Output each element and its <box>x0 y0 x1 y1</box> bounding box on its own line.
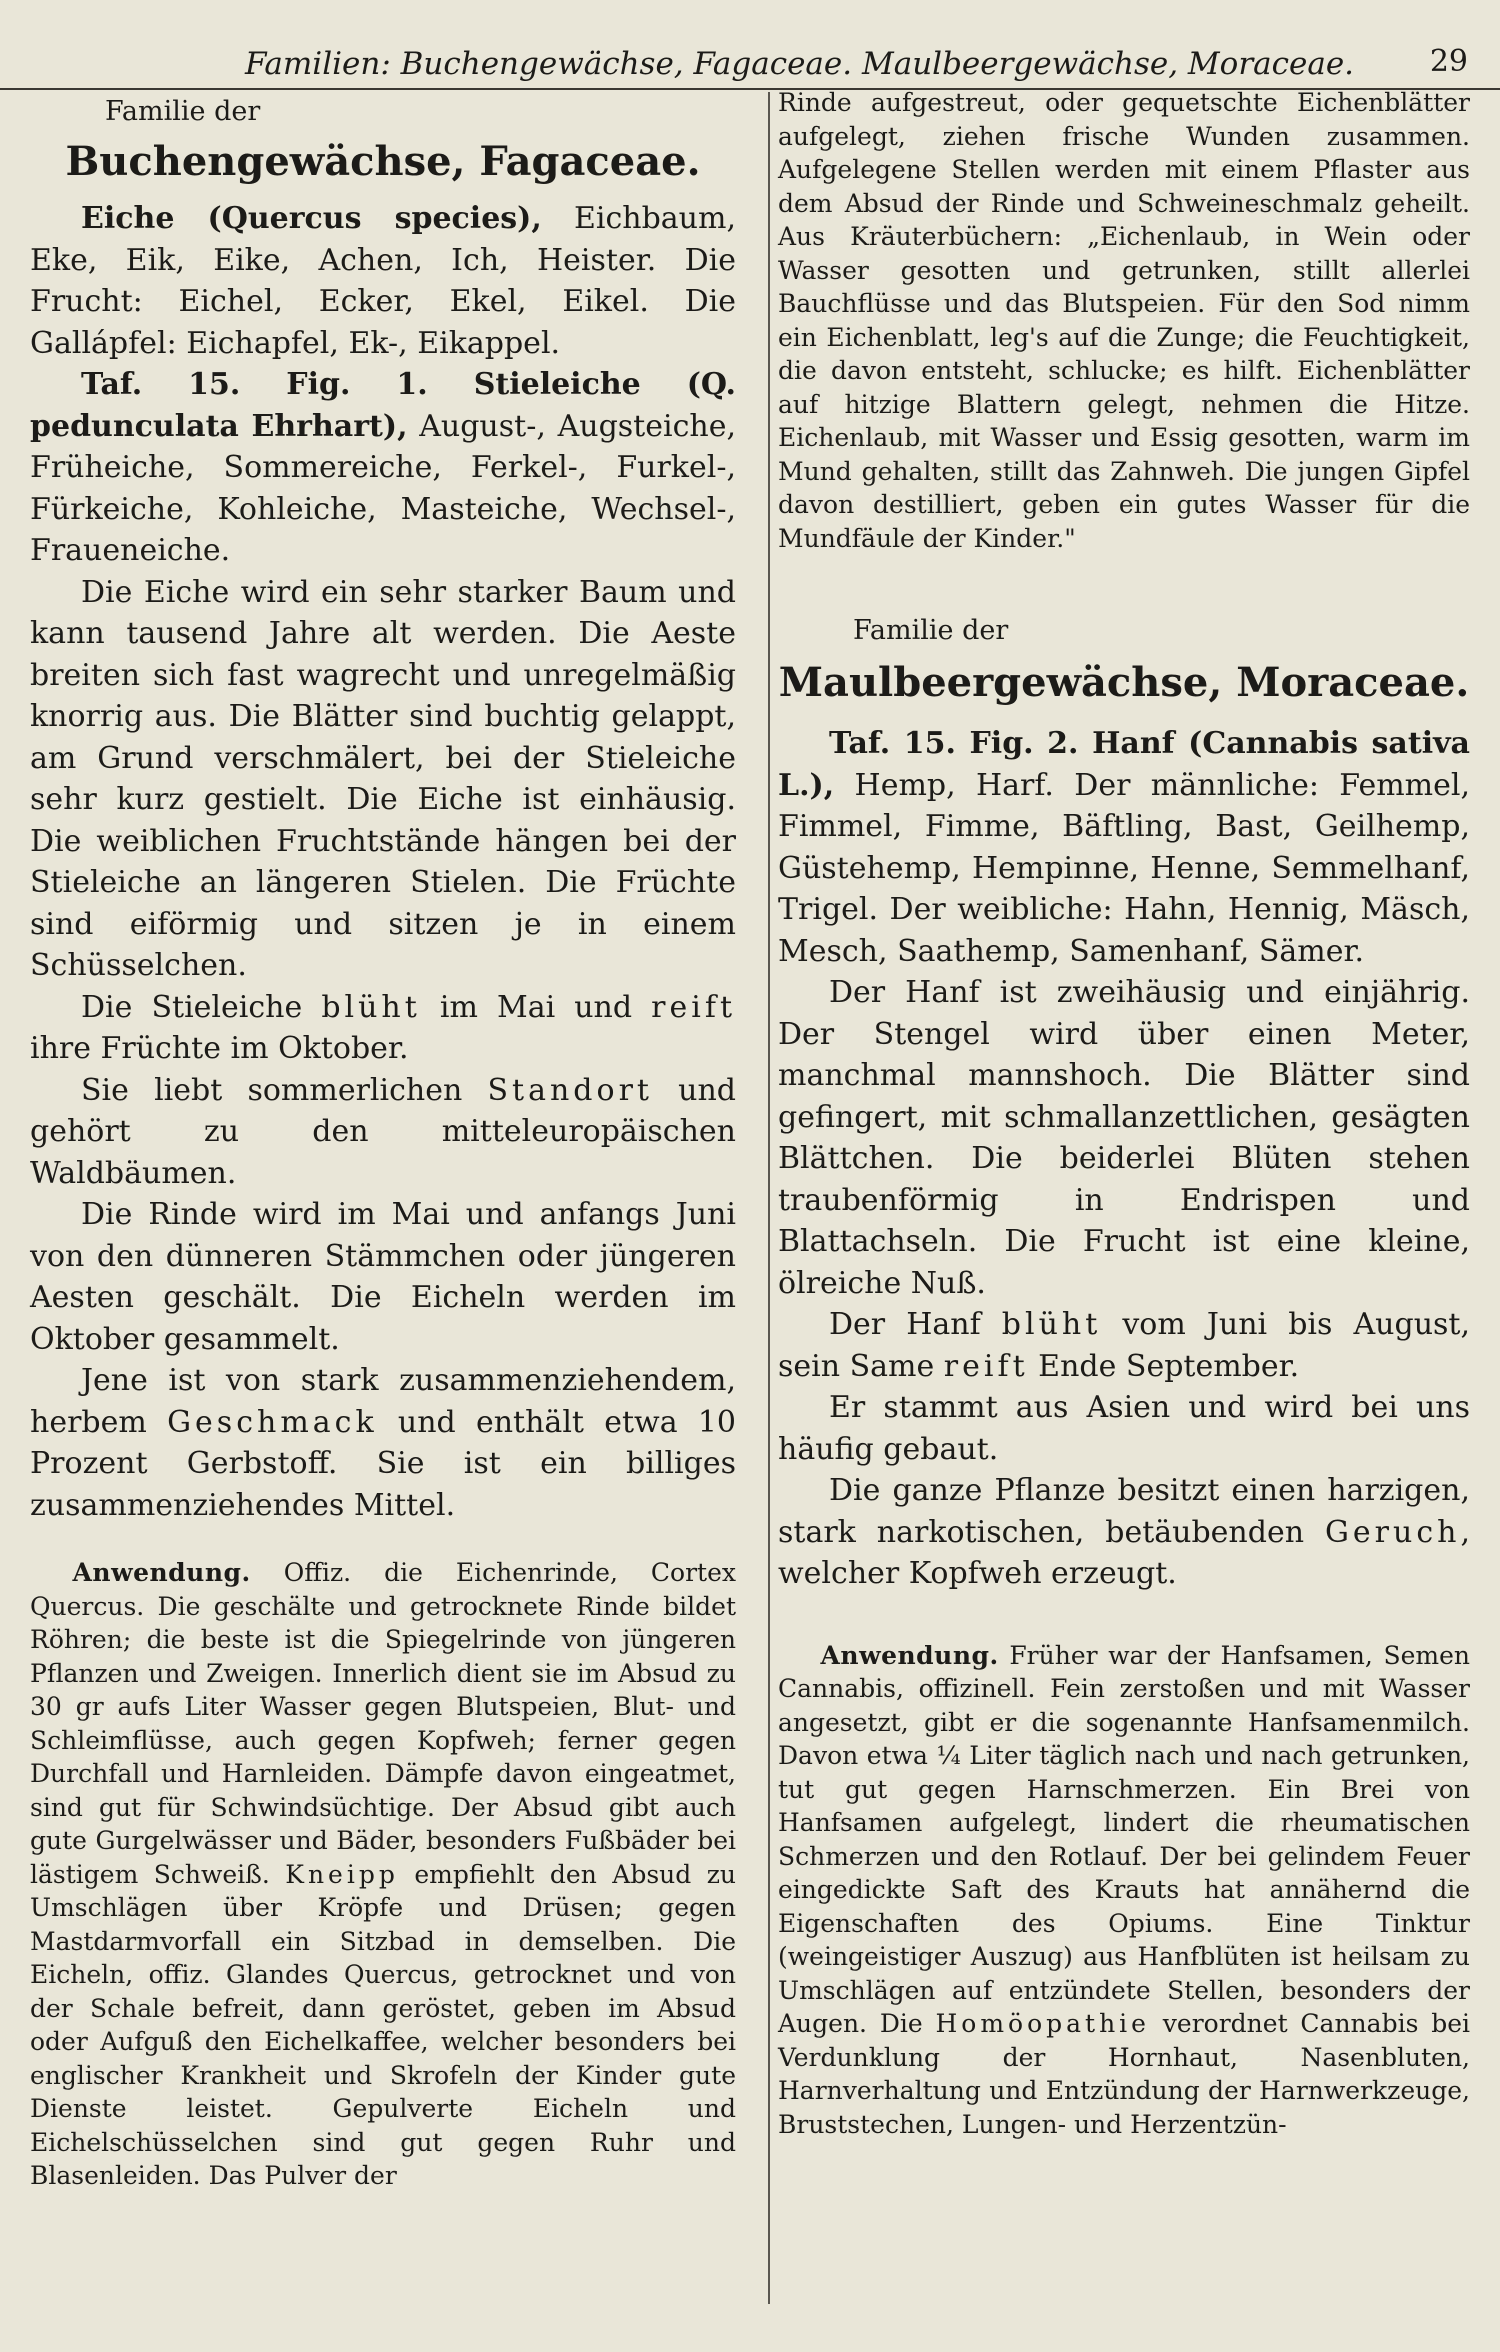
text-spaced: Homöopathie <box>935 2009 1150 2038</box>
stieleiche-heading: Taf. 15. Fig. 1. Stieleiche (Q. pedunculata Ehrhart), <box>30 367 736 444</box>
text-spaced: Kneipp <box>285 1859 399 1889</box>
text: ihre Früchte im Oktober. <box>30 1031 409 1066</box>
oak-habitat-paragraph <box>30 1070 736 1195</box>
stieleiche-names-text: August-, Augsteiche, Früheiche, Sommereiche, Ferkel-, Furkel-, Fürkeiche, Kohleiche, Masteiche, Wechsel-, Fraueneiche. <box>30 408 736 568</box>
running-head-title: Familien: Buchengewächse, Fagaceae. Maulbeergewächse, Moraceae. <box>245 46 1355 82</box>
right-column <box>778 88 1471 2141</box>
hemp-origin-paragraph: Er stammt aus Asien und wird bei uns häufig gebaut. <box>778 1390 1470 1467</box>
hemp-heading: Taf. 15. Fig. 2. Hanf (Cannabis sativa L.), <box>778 726 1470 803</box>
text: Jene ist von stark zusammenziehendem, herbem <box>30 1363 736 1440</box>
running-head <box>0 38 1500 90</box>
text: Die Stieleiche <box>81 989 322 1025</box>
family-label: Familie der <box>105 96 261 127</box>
text: vom Juni bis August, sein Same <box>778 1307 1470 1384</box>
text: Der Hanf <box>829 1307 1002 1342</box>
text: empfiehlt den Absud zu Umschlägen über Kröpfe und Drüsen; gegen Mastdarmvorfall ein Sitzbad in demselben. Die Eicheln, offiz. Glandes Quercus, getrocknet und von der Schale befreit, dann geröstet, geben im Absud oder Aufguß den Eichelkaffee, welcher besonders bei englischer Krankheit und Skrofeln der Kinder gute Dienste leistet. Gepulverte Eicheln und Eichelschüsselchen sind gut gegen Ruhr und Blasenleiden. Das Pulver der <box>30 1859 737 2190</box>
hemp-usage-note <box>778 1639 1470 2142</box>
hemp-description-paragraph: Der Hanf ist zweihäusig und einjährig. Der Stengel wird über einen Meter, manchmal mannshoch. Die Blätter sind gefingert, mit schmallanzettlichen, gesägten Blättchen. Die beiderlei Blüten stehen traubenförmig in Endrispen und Blattachseln. Die Frucht ist eine kleine, ölreiche Nuß. <box>778 975 1470 1301</box>
oak-names-text: Eichbaum, Eke, Eik, Eike, Achen, Ich, Heister. Die Frucht: Eichel, Ecker, Ekel, Eikel. Die Gallápfel: Eichapfel, Ek-, Eikappel. <box>30 201 736 361</box>
text-spaced: Standort <box>487 1072 653 1108</box>
text-spaced: reift <box>651 989 737 1025</box>
text: und enthält etwa 10 Prozent Gerbstoff. Sie ist ein billiges zusammenziehendes Mittel. <box>30 1404 737 1523</box>
oak-usage-note <box>30 1556 736 2193</box>
usage-label: Anwendung. <box>820 1640 999 1670</box>
oak-names-paragraph <box>30 198 736 364</box>
hemp-names-paragraph <box>778 723 1470 972</box>
text-spaced: reift <box>943 1348 1029 1384</box>
text-spaced: blüht <box>1001 1307 1102 1342</box>
text: , welcher Kopfweh erzeugt. <box>778 1514 1470 1591</box>
oak-harvest-paragraph: Die Rinde wird im Mai und anfangs Juni von den dünneren Stämmchen oder jüngeren Aesten geschält. Die Eicheln werden im Oktober gesammelt. <box>30 1197 736 1357</box>
text: Sie liebt sommerlichen <box>81 1072 488 1108</box>
left-column <box>30 98 736 2193</box>
oak-taste-paragraph <box>30 1360 736 1526</box>
column-divider <box>768 92 770 2304</box>
text: Die ganze Pflanze besitzt einen harzigen, stark narkotischen, betäubenden <box>778 1473 1470 1550</box>
text-spaced: blüht <box>321 989 421 1025</box>
hemp-smell-paragraph <box>778 1470 1470 1595</box>
family-title: Maulbeergewächse, Moraceae. <box>778 659 1470 706</box>
family-title: Buchengewächse, Fagaceae. <box>65 138 701 185</box>
oak-description-paragraph: Die Eiche wird ein sehr starker Baum und kann tausend Jahre alt werden. Die Aeste breiten sich fast wagrecht und unregelmäßig knorrig aus. Die Blätter sind buchtig gelappt, am Grund verschmälert, bei der Stieleiche sehr kurz gestielt. Die Eiche ist einhäusig. Die weiblichen Fruchtstände hängen bei der Stieleiche an längeren Stielen. Die Früchte sind eiförmig und sitzen je in einem Schüsselchen. <box>30 574 736 983</box>
text: verordnet Cannabis bei Verdunklung der Hornhaut, Nasenbluten, Harnverhaltung und Entzündung der Harnwerkzeuge, Bruststechen, Lungen- und Herzentzün- <box>778 2009 1471 2139</box>
page-number: 29 <box>1429 44 1468 79</box>
oak-usage-continuation: Rinde aufgestreut, oder gequetschte Eichenblätter aufgelegt, ziehen frische Wunden zusammen. Aufgelegene Stellen werden mit einem Pflaster aus dem Absud der Rinde und Schweineschmalz geheilt. Aus Kräuterbüchern: „Eichenlaub, in Wein oder Wasser gesotten und getrunken, stillt allerlei Bauchflüsse und das Blutspeien. Für den Sod nimm ein Eichenblatt, leg's auf die Zunge; die Feuchtigkeit, die davon entsteht, schlucke; es hilft. Eichenblätter auf hitzige Blattern gelegt, nehmen die Hitze. Eichenlaub, mit Wasser und Essig gesotten, warm im Mund gehalten, stillt das Zahnweh. Die jungen Gipfel davon destilliert, geben ein gutes Wasser für die Mundfäule der Kinder." <box>778 88 1470 553</box>
usage-label: Anwendung. <box>72 1558 251 1587</box>
oak-flowering-paragraph <box>30 987 736 1070</box>
text-spaced: Geschmack <box>167 1404 378 1440</box>
stieleiche-paragraph <box>30 364 736 572</box>
text: Offiz. die Eichenrinde, Cortex Quercus. Die geschälte und getrocknete Rinde bildet Röhren; die beste ist die Spiegelrinde von jüngeren Pflanzen und Zweigen. Innerlich dient sie im Absud zu 30 gr aufs Liter Wasser gegen Blutspeien, Blut- und Schleimflüsse, auch gegen Kopfweh; ferner gegen Durchfall und Harnleiden. Dämpfe davon eingeatmet, sind gut für Schwindsüchtige. Der Absud gibt auch gute Gurgelwässer und Bäder, besonders Fußbäder bei lästigem Schweiß. <box>30 1558 736 1889</box>
hemp-names-text: Hemp, Harf. Der männliche: Femmel, Fimmel, Fimme, Bäftling, Bast, Geilhemp, Güstehemp, Hempinne, Henne, Semmelhanf, Trigel. Der weibliche: Hahn, Hennig, Mäsch, Mesch, Saathemp, Samenhanf, Sämer. <box>778 767 1470 969</box>
text: Früher war der Hanfsamen, Semen Cannabis, offizinell. Fein zerstoßen und mit Wasser angesetzt, gibt er die sogenannte Hanfsamenmilch. Davon etwa ¼ Liter täglich nach und nach getrunken, tut gut gegen Harnschmerzen. Ein Brei von Hanfsamen aufgelegt, lindert die rheumatischen Schmerzen und den Rotlauf. Der bei gelindem Feuer eingedickte Saft des Krauts hat annähernd die Eigenschaften des Opiums. Eine Tinktur (weingeistiger Auszug) aus Hanfblüten ist heilsam zu Umschlägen auf entzündete Stellen, besonders der Augen. Die <box>778 1640 1470 2038</box>
text: und gehört zu den mitteleuropäischen Waldbäumen. <box>30 1072 736 1191</box>
family-label: Familie der <box>853 615 1009 646</box>
oak-heading: Eiche (Quercus species), <box>81 201 542 236</box>
hemp-flowering-paragraph <box>778 1304 1470 1387</box>
text: im Mai und <box>420 989 652 1025</box>
text-spaced: Geruch <box>1324 1514 1461 1550</box>
text: Ende September. <box>1028 1348 1300 1384</box>
